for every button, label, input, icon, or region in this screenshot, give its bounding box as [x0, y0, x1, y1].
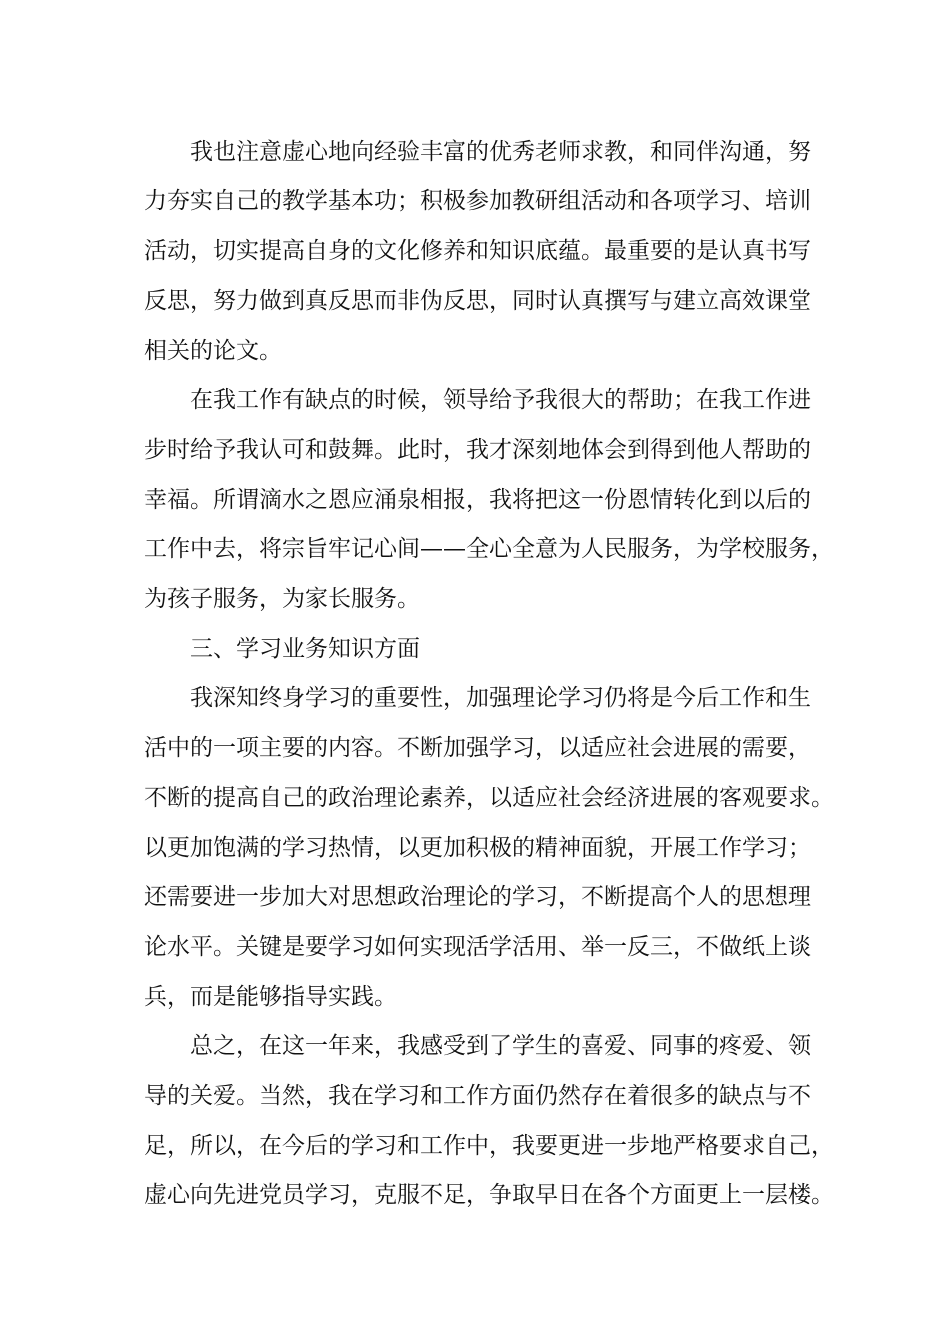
- paragraph-2-line-5: 为孩子服务，为家长服务。: [144, 586, 420, 612]
- paragraph-3-line-2: 活中的一项主要的内容。不断加强学习，以适应社会进展的需要，: [144, 735, 811, 761]
- paragraph-4-line-4: 虚心向先进党员学习，克服不足，争取早日在各个方面更上一层楼。: [144, 1182, 834, 1208]
- paragraph-3-line-6: 论水平。关键是要学习如何实现活学活用、举一反三，不做纸上谈: [144, 934, 811, 960]
- paragraph-3-line-7: 兵，而是能够指导实践。: [144, 984, 397, 1010]
- paragraph-3-line-5: 还需要进一步加大对思想政治理论的学习，不断提高个人的思想理: [144, 884, 811, 910]
- paragraph-1-line-4: 反思，努力做到真反思而非伪反思，同时认真撰写与建立高效课堂: [144, 288, 811, 314]
- paragraph-3-line-4: 以更加饱满的学习热情，以更加积极的精神面貌，开展工作学习；: [144, 835, 811, 861]
- paragraph-4-line-3: 足，所以，在今后的学习和工作中，我要更进一步地严格要求自己，: [144, 1133, 834, 1159]
- paragraph-4-line-1: 总之，在这一年来，我感受到了学生的喜爱、同事的疼爱、领: [190, 1033, 811, 1059]
- paragraph-2-line-3: 幸福。所谓滴水之恩应涌泉相报，我将把这一份恩情转化到以后的: [144, 487, 811, 513]
- paragraph-1-line-5: 相关的论文。: [144, 338, 282, 364]
- paragraph-1-line-2: 力夯实自己的教学基本功；积极参加教研组活动和各项学习、培训: [144, 188, 811, 214]
- paragraph-4-line-2: 导的关爱。当然，我在学习和工作方面仍然存在着很多的缺点与不: [144, 1083, 811, 1109]
- paragraph-1-line-3: 活动，切实提高自身的文化修养和知识底蕴。最重要的是认真书写: [144, 238, 811, 264]
- paragraph-1-line-1: 我也注意虚心地向经验丰富的优秀老师求教，和同伴沟通，努: [190, 139, 811, 165]
- paragraph-2-line-2: 步时给予我认可和鼓舞。此时，我才深刻地体会到得到他人帮助的: [144, 437, 811, 463]
- section-heading: 三、学习业务知识方面: [190, 636, 420, 662]
- paragraph-3-line-1: 我深知终身学习的重要性，加强理论学习仍将是今后工作和生: [190, 685, 811, 711]
- paragraph-3-line-3: 不断的提高自己的政治理论素养，以适应社会经济进展的客观要求。: [144, 785, 834, 811]
- paragraph-2-line-1: 在我工作有缺点的时候，领导给予我很大的帮助；在我工作进: [190, 387, 811, 413]
- paragraph-2-line-4: 工作中去，将宗旨牢记心间——全心全意为人民服务，为学校服务，: [144, 536, 834, 562]
